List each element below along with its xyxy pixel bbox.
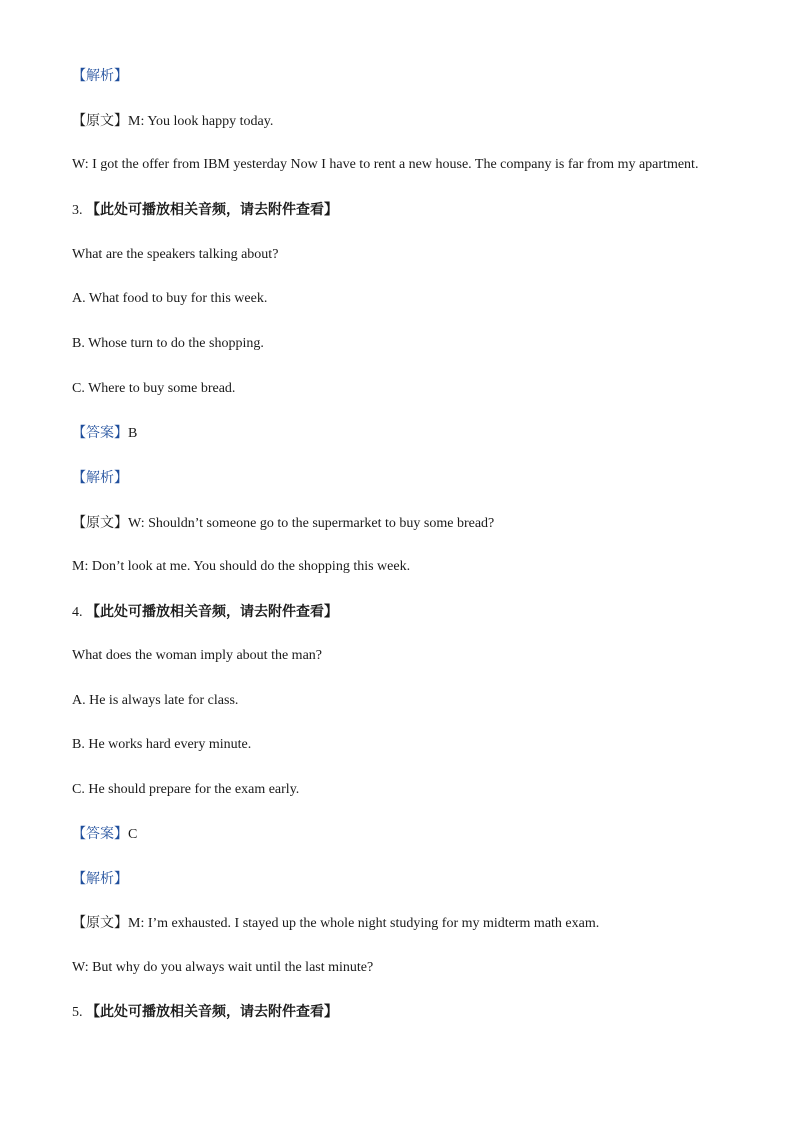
option-text: B. He works hard every minute. [72, 737, 252, 752]
transcript-tag: 【原文】 [72, 915, 128, 931]
audio-placeholder: 【此处可播放相关音频，请去附件查看】 [86, 1004, 338, 1020]
option-b [72, 335, 754, 353]
analysis-tag: 【解析】 [72, 68, 128, 84]
transcript-line [72, 156, 754, 174]
question-header [72, 603, 754, 622]
transcript-text: W: But why do you always wait until the last minute? [72, 960, 374, 975]
answer-line [72, 825, 754, 844]
analysis-tag: 【解析】 [72, 871, 128, 887]
transcript-text: M: I’m exhausted. I stayed up the whole night studying for my midterm math exam. [128, 916, 600, 931]
transcript-text: M: Don’t look at me. You should do the shopping this week. [72, 559, 411, 574]
option-c [72, 781, 754, 799]
question-stem [72, 246, 754, 264]
answer-value: C [128, 827, 138, 842]
question-number: 5. [72, 1005, 83, 1020]
analysis-tag: 【解析】 [72, 470, 128, 486]
answer-line [72, 424, 754, 443]
question-text: What are the speakers talking about? [72, 247, 279, 262]
analysis-heading [72, 870, 754, 889]
transcript-line [72, 514, 754, 533]
option-text: C. Where to buy some bread. [72, 381, 236, 396]
question-stem [72, 647, 754, 665]
transcript-text: W: Shouldn’t someone go to the supermarket to buy some bread? [128, 516, 495, 531]
option-b [72, 736, 754, 754]
analysis-heading [72, 67, 754, 86]
option-text: A. What food to buy for this week. [72, 291, 268, 306]
transcript-line [72, 914, 754, 933]
option-text: A. He is always late for class. [72, 693, 239, 708]
option-text: C. He should prepare for the exam early. [72, 782, 300, 797]
transcript-line [72, 112, 754, 131]
question-text: What does the woman imply about the man? [72, 648, 322, 663]
transcript-text: W: I got the offer from IBM yesterday Now I have to rent a new house. The company is far from my apartment. [72, 157, 699, 172]
answer-tag: 【答案】 [72, 826, 128, 842]
audio-placeholder: 【此处可播放相关音频，请去附件查看】 [86, 604, 338, 620]
option-a [72, 692, 754, 710]
option-a [72, 290, 754, 308]
audio-placeholder: 【此处可播放相关音频，请去附件查看】 [86, 202, 338, 218]
transcript-line [72, 558, 754, 576]
analysis-heading [72, 469, 754, 488]
option-text: B. Whose turn to do the shopping. [72, 336, 264, 351]
answer-value: B [128, 426, 138, 441]
question-header [72, 1003, 754, 1022]
transcript-tag: 【原文】 [72, 113, 128, 129]
transcript-tag: 【原文】 [72, 515, 128, 531]
transcript-line [72, 959, 754, 977]
question-number: 3. [72, 203, 83, 218]
question-number: 4. [72, 605, 83, 620]
transcript-text: M: You look happy today. [128, 114, 274, 129]
answer-tag: 【答案】 [72, 425, 128, 441]
question-header [72, 201, 754, 220]
option-c [72, 380, 754, 398]
